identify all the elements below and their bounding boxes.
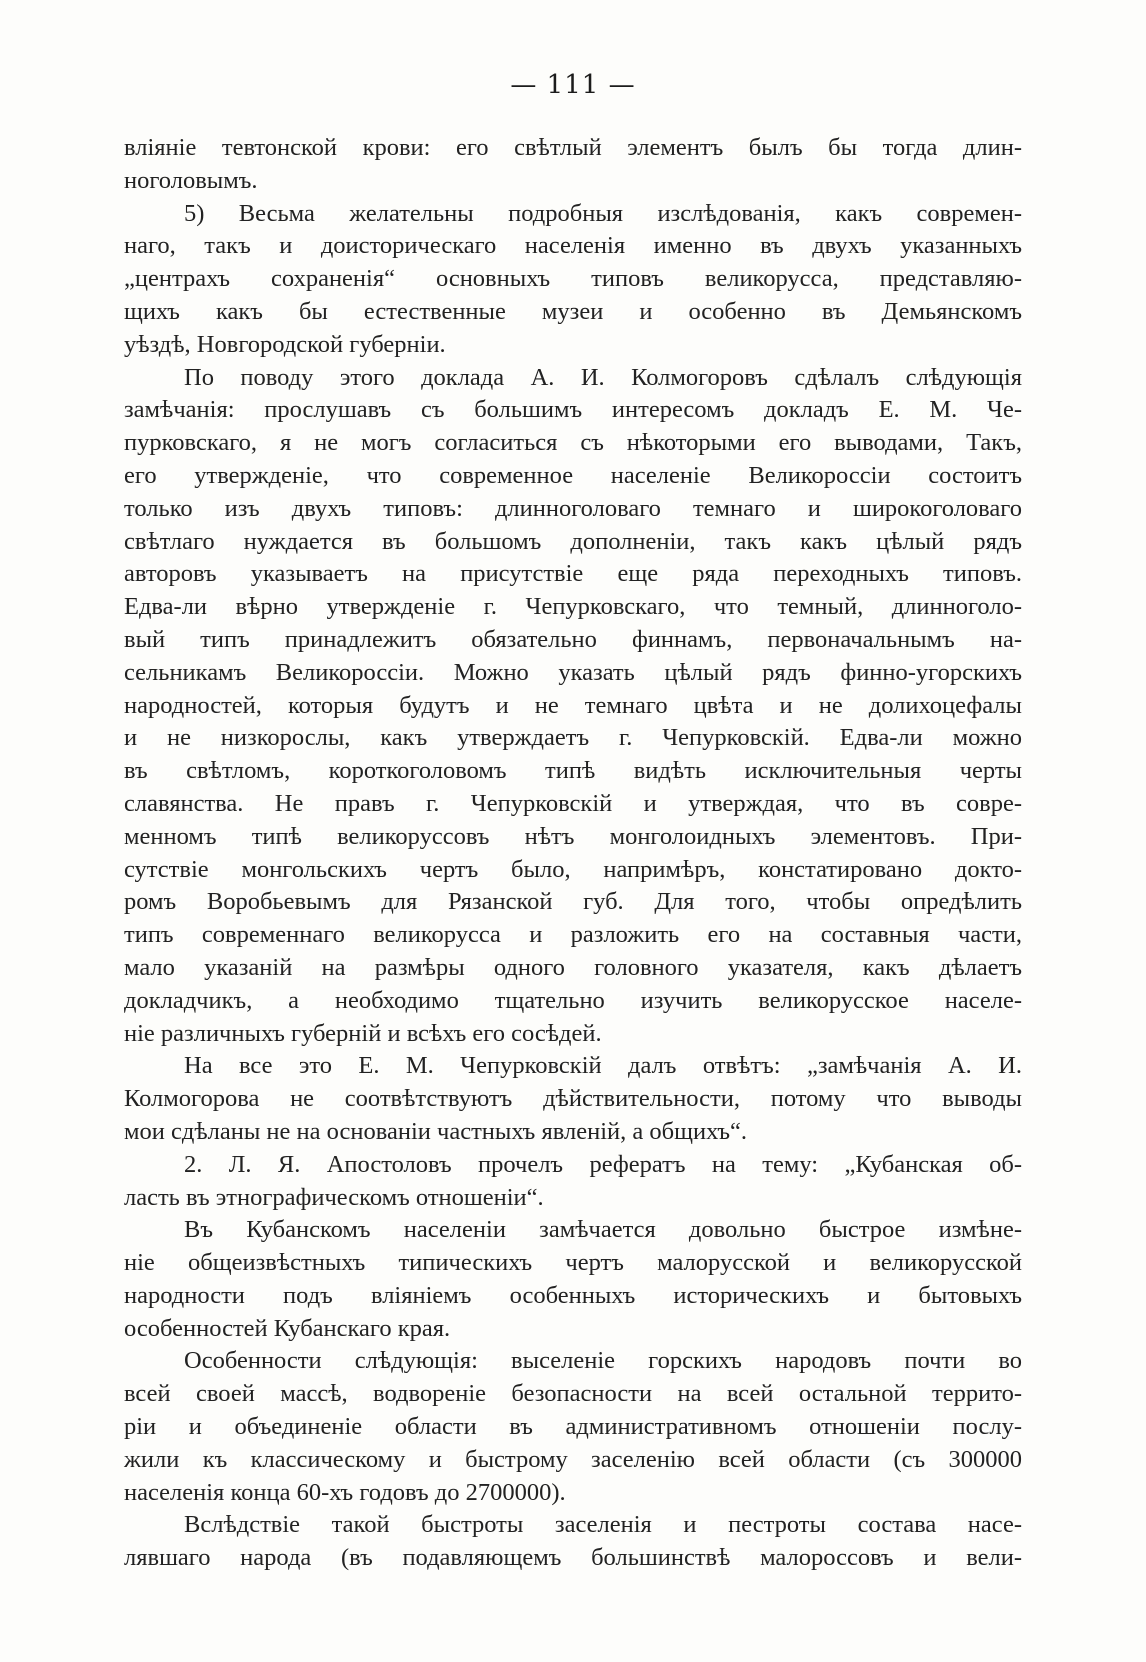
text-line: особенностей Кубанскаго края. [124, 1314, 451, 1342]
text-line: Вслѣдствіе такой быстроты заселенія и пестроты состава насе- [184, 1511, 1022, 1539]
text-line: и не низкорослы, какъ утверждаетъ г. Чепурковскій. Едва-ли можно [124, 724, 1022, 752]
text-line: „центрахъ сохраненія“ основныхъ типовъ великорусса, представляю- [124, 265, 1022, 293]
text-line: замѣчанія: прослушавъ съ большимъ интересомъ докладъ Е. М. Че- [124, 396, 1022, 424]
text-line: ласть въ этнографическомъ отношеніи“. [124, 1183, 544, 1211]
text-line: мои сдѣланы не на основаніи частныхъ явленій, а общихъ“. [124, 1117, 748, 1145]
text-line: менномъ типѣ великоруссовъ нѣтъ монголоидныхъ элементовъ. При- [124, 822, 1022, 850]
text-line: Въ Кубанскомъ населеніи замѣчается довольно быстрое измѣне- [184, 1216, 1022, 1244]
text-line: населенія конца 60-хъ годовъ до 2700000). [124, 1478, 566, 1506]
text-line: въ свѣтломъ, короткоголовомъ типѣ видѣть исключительныя черты [124, 757, 1022, 785]
text-line: ніе различныхъ губерній и всѣхъ его сосѣдей. [124, 1019, 602, 1047]
text-line: вліяніе тевтонской крови: его свѣтлый элементъ былъ бы тогда длин- [124, 134, 1022, 161]
text-line: По поводу этого доклада А. И. Колмогоровъ сдѣлалъ слѣдующія [184, 363, 1022, 391]
text-line: народности подъ вліяніемъ особенныхъ историческихъ и бытовыхъ [124, 1281, 1022, 1309]
text-line: только изъ двухъ типовъ: длинноголоваго темнаго и широкоголоваго [124, 494, 1022, 522]
text-line: типъ современнаго великорусса и разложить его на составныя части, [124, 921, 1022, 949]
text-line: наго, такъ и доисторическаго населенія именно въ двухъ указанныхъ [124, 232, 1022, 260]
text-line: сутствіе монгольскихъ чертъ было, напримѣръ, констатировано докто- [124, 855, 1022, 883]
text-line: щихъ какъ бы естественные музеи и особенно въ Демьянскомъ [124, 297, 1022, 325]
text-line: 2. Л. Я. Апостоловъ прочелъ рефератъ на тему: „Кубанская об- [184, 1150, 1022, 1178]
text-line: пурковскаго, я не могъ согласиться съ нѣкоторыми его выводами, Такъ, [124, 429, 1022, 457]
text-line: славянства. Не правъ г. Чепурковскій и утверждая, что въ совре- [124, 789, 1022, 817]
text-line: ноголовымъ. [124, 166, 258, 194]
text-line: уѣздѣ, Новгородской губерніи. [124, 330, 446, 358]
text-line: Едва-ли вѣрно утвержденіе г. Чепурковскаго, что темный, длинноголо- [124, 593, 1022, 621]
text-line: лявшаго народа (въ подавляющемъ большинствѣ малороссовъ и вели- [124, 1544, 1022, 1572]
body-text [124, 132, 1022, 1575]
text-line: жили къ классическому и быстрому заселенію всей области (съ 300000 [124, 1445, 1022, 1473]
text-line: вый типъ принадлежитъ обязательно финнамъ, первоначальнымъ на- [124, 625, 1022, 653]
text-line: всей своей массѣ, водвореніе безопасности на всей остальной террито- [124, 1380, 1022, 1408]
text-line: сельникамъ Великороссіи. Можно указать цѣлый рядъ финно-угорскихъ [124, 658, 1022, 686]
text-line: На все это Е. М. Чепурковскій далъ отвѣтъ: „замѣчанія А. И. [184, 1052, 1022, 1080]
text-line: свѣтлаго нуждается въ большомъ дополненіи, такъ какъ цѣлый рядъ [124, 527, 1022, 555]
text-line: ніе общеизвѣстныхъ типическихъ чертъ малорусской и великорусской [124, 1249, 1022, 1277]
text-line: 5) Весьма желательны подробныя изслѣдованія, какъ современ- [184, 199, 1022, 227]
text-line: мало указаній на размѣры одного головного указателя, какъ дѣлаетъ [124, 953, 1022, 981]
page-number: — 111 — [510, 70, 636, 100]
text-line: ріи и объединеніе области въ административномъ отношеніи послу- [124, 1413, 1022, 1441]
text-line: народностей, которыя будутъ и не темнаго цвѣта и не долихоцефалы [124, 691, 1022, 719]
text-line: его утвержденіе, что современное населеніе Великороссіи состоитъ [124, 461, 1022, 489]
text-line: Колмогорова не соотвѣтствуютъ дѣйствительности, потому что выводы [124, 1085, 1022, 1113]
text-line: Особенности слѣдующія: выселеніе горскихъ народовъ почти во [184, 1347, 1022, 1375]
text-line: ромъ Воробьевымъ для Рязанской губ. Для того, чтобы опредѣлить [124, 888, 1022, 916]
text-line: авторовъ указываетъ на присутствіе еще ряда переходныхъ типовъ. [124, 560, 1022, 588]
text-line: докладчикъ, а необходимо тщательно изучить великорусское населе- [124, 986, 1022, 1014]
